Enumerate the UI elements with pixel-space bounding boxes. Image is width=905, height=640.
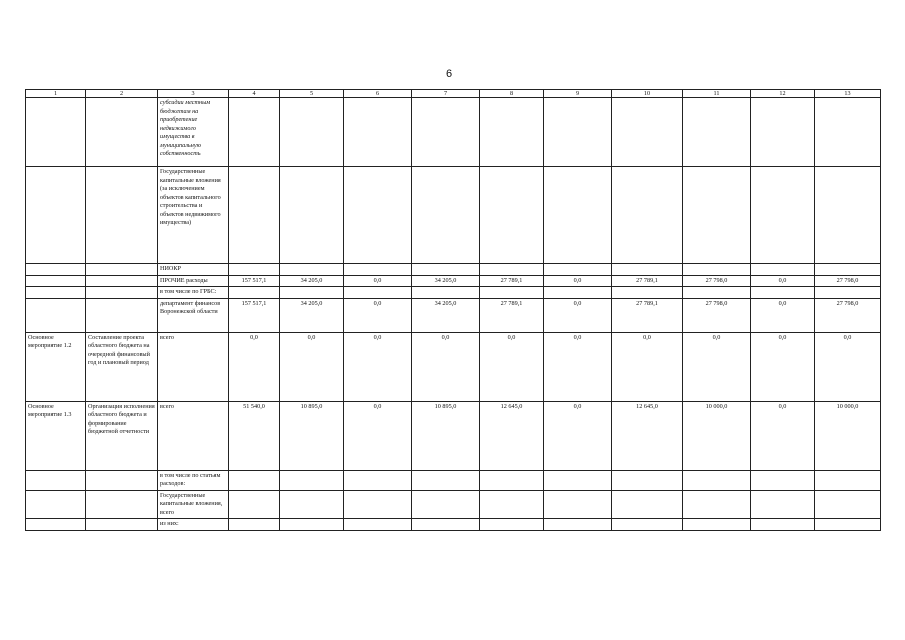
value-cell xyxy=(751,287,815,299)
value-cell: 0,0 xyxy=(544,275,612,287)
value-cell: 0,0 xyxy=(544,298,612,332)
value-cell: 0,0 xyxy=(480,332,544,401)
value-cell xyxy=(751,167,815,264)
value-cell xyxy=(344,490,412,519)
value-cell xyxy=(683,264,751,276)
value-cell xyxy=(229,98,280,167)
value-cell xyxy=(229,519,280,531)
activity-type-cell xyxy=(26,470,86,490)
value-cell xyxy=(280,470,344,490)
value-cell: 157 517,1 xyxy=(229,275,280,287)
value-cell: 0,0 xyxy=(544,401,612,470)
activity-name-cell: Организация исполнения областного бюджета и формирование бюджетной отчетности xyxy=(86,401,158,470)
value-cell xyxy=(815,287,881,299)
value-cell: 34 205,0 xyxy=(412,275,480,287)
activity-name-cell xyxy=(86,490,158,519)
table-row xyxy=(26,167,881,264)
value-cell: 0,0 xyxy=(280,332,344,401)
value-cell xyxy=(815,490,881,519)
table-row xyxy=(26,470,881,490)
value-cell xyxy=(815,167,881,264)
value-cell xyxy=(344,519,412,531)
funding-source-cell: в том числе по статьям расходов: xyxy=(158,470,229,490)
value-cell xyxy=(683,98,751,167)
value-cell xyxy=(815,264,881,276)
activity-type-cell: Основное мероприятие 1.2 xyxy=(26,332,86,401)
value-cell xyxy=(344,98,412,167)
value-cell: 10 895,0 xyxy=(412,401,480,470)
value-cell: 27 798,0 xyxy=(683,298,751,332)
funding-source-cell: субсидии местным бюджетам на приобретение недвижимого имущества в муниципальную собственность xyxy=(158,98,229,167)
funding-source-cell: всего xyxy=(158,332,229,401)
value-cell xyxy=(544,490,612,519)
value-cell xyxy=(544,264,612,276)
value-cell: 12 645,0 xyxy=(480,401,544,470)
value-cell xyxy=(751,470,815,490)
value-cell xyxy=(280,490,344,519)
value-cell: 157 517,1 xyxy=(229,298,280,332)
value-cell: 27 789,1 xyxy=(480,298,544,332)
value-cell: 0,0 xyxy=(344,401,412,470)
value-cell xyxy=(280,98,344,167)
value-cell xyxy=(344,167,412,264)
value-cell xyxy=(683,519,751,531)
activity-name-cell xyxy=(86,264,158,276)
value-cell xyxy=(480,519,544,531)
value-cell xyxy=(412,264,480,276)
value-cell: 10 000,0 xyxy=(815,401,881,470)
value-cell: 0,0 xyxy=(683,332,751,401)
value-cell xyxy=(480,167,544,264)
column-header: 11 xyxy=(683,90,751,98)
activity-type-cell xyxy=(26,298,86,332)
value-cell xyxy=(412,490,480,519)
activity-type-cell xyxy=(26,167,86,264)
column-header: 4 xyxy=(229,90,280,98)
value-cell: 12 645,0 xyxy=(612,401,683,470)
funding-source-cell: Государственные капитальные вложения, всего xyxy=(158,490,229,519)
value-cell: 0,0 xyxy=(751,275,815,287)
activity-type-cell xyxy=(26,519,86,531)
value-cell xyxy=(280,287,344,299)
value-cell xyxy=(480,264,544,276)
column-header: 5 xyxy=(280,90,344,98)
value-cell xyxy=(683,167,751,264)
activity-type-cell xyxy=(26,264,86,276)
value-cell xyxy=(815,519,881,531)
activity-name-cell xyxy=(86,470,158,490)
value-cell: 27 798,0 xyxy=(683,275,751,287)
column-header: 6 xyxy=(344,90,412,98)
value-cell xyxy=(544,287,612,299)
value-cell xyxy=(280,519,344,531)
value-cell xyxy=(229,264,280,276)
table-row xyxy=(26,490,881,519)
value-cell xyxy=(612,98,683,167)
value-cell xyxy=(815,470,881,490)
activity-type-cell xyxy=(26,275,86,287)
value-cell xyxy=(751,264,815,276)
value-cell xyxy=(480,490,544,519)
value-cell xyxy=(229,167,280,264)
value-cell xyxy=(412,470,480,490)
value-cell xyxy=(612,264,683,276)
value-cell xyxy=(544,98,612,167)
activity-name-cell xyxy=(86,98,158,167)
value-cell xyxy=(612,490,683,519)
value-cell xyxy=(344,470,412,490)
page-number: 6 xyxy=(446,68,453,80)
value-cell xyxy=(412,519,480,531)
value-cell xyxy=(412,98,480,167)
activity-name-cell xyxy=(86,298,158,332)
value-cell: 0,0 xyxy=(751,332,815,401)
header-row xyxy=(26,90,881,98)
value-cell xyxy=(815,98,881,167)
table-row xyxy=(26,401,881,470)
value-cell xyxy=(229,490,280,519)
value-cell xyxy=(229,470,280,490)
value-cell xyxy=(344,287,412,299)
funding-source-cell: Государственные капитальные вложения (за исключением объектов капитального строительства и объектов недвижимого имущества) xyxy=(158,167,229,264)
value-cell: 0,0 xyxy=(751,401,815,470)
column-header: 2 xyxy=(86,90,158,98)
value-cell: 0,0 xyxy=(544,332,612,401)
value-cell: 0,0 xyxy=(751,298,815,332)
activity-name-cell xyxy=(86,275,158,287)
value-cell: 27 798,0 xyxy=(815,275,881,287)
value-cell xyxy=(612,470,683,490)
value-cell: 10 000,0 xyxy=(683,401,751,470)
funding-source-cell: из них: xyxy=(158,519,229,531)
value-cell: 27 789,1 xyxy=(612,275,683,287)
value-cell xyxy=(544,519,612,531)
value-cell: 34 205,0 xyxy=(280,298,344,332)
value-cell xyxy=(751,519,815,531)
value-cell: 0,0 xyxy=(229,332,280,401)
value-cell: 27 789,1 xyxy=(612,298,683,332)
activity-name-cell: Составление проекта областного бюджета на очередной финансовый год и плановый период xyxy=(86,332,158,401)
value-cell: 51 540,0 xyxy=(229,401,280,470)
value-cell xyxy=(280,264,344,276)
activity-type-cell xyxy=(26,490,86,519)
value-cell xyxy=(751,490,815,519)
value-cell xyxy=(344,264,412,276)
activity-name-cell xyxy=(86,519,158,531)
value-cell: 27 789,1 xyxy=(480,275,544,287)
value-cell xyxy=(412,287,480,299)
value-cell: 10 895,0 xyxy=(280,401,344,470)
value-cell xyxy=(683,490,751,519)
value-cell xyxy=(229,287,280,299)
value-cell xyxy=(544,470,612,490)
table-row xyxy=(26,298,881,332)
activity-name-cell xyxy=(86,287,158,299)
value-cell xyxy=(751,98,815,167)
column-header: 1 xyxy=(26,90,86,98)
value-cell: 27 798,0 xyxy=(815,298,881,332)
funding-source-cell: ПРОЧИЕ расходы xyxy=(158,275,229,287)
column-header: 13 xyxy=(815,90,881,98)
value-cell xyxy=(612,167,683,264)
activity-type-cell xyxy=(26,287,86,299)
column-header: 8 xyxy=(480,90,544,98)
column-header: 9 xyxy=(544,90,612,98)
column-header: 7 xyxy=(412,90,480,98)
value-cell: 0,0 xyxy=(612,332,683,401)
table-row xyxy=(26,332,881,401)
activity-type-cell xyxy=(26,98,86,167)
table-row xyxy=(26,275,881,287)
value-cell xyxy=(544,167,612,264)
table-row xyxy=(26,98,881,167)
value-cell xyxy=(480,470,544,490)
value-cell: 0,0 xyxy=(815,332,881,401)
value-cell xyxy=(280,167,344,264)
value-cell xyxy=(480,287,544,299)
value-cell: 0,0 xyxy=(344,275,412,287)
activity-type-cell: Основное мероприятие 1.3 xyxy=(26,401,86,470)
funding-source-cell: НИОКР xyxy=(158,264,229,276)
funding-source-cell: всего xyxy=(158,401,229,470)
value-cell xyxy=(683,470,751,490)
value-cell: 34 205,0 xyxy=(280,275,344,287)
value-cell xyxy=(612,287,683,299)
funding-source-cell: в том числе по ГРБС: xyxy=(158,287,229,299)
table-row xyxy=(26,264,881,276)
value-cell xyxy=(412,167,480,264)
activity-name-cell xyxy=(86,167,158,264)
budget-table xyxy=(25,89,881,531)
value-cell xyxy=(480,98,544,167)
column-header: 12 xyxy=(751,90,815,98)
value-cell: 34 205,0 xyxy=(412,298,480,332)
table-row xyxy=(26,287,881,299)
value-cell: 0,0 xyxy=(344,298,412,332)
value-cell xyxy=(612,519,683,531)
column-header: 3 xyxy=(158,90,229,98)
value-cell xyxy=(683,287,751,299)
table-row xyxy=(26,519,881,531)
funding-source-cell: департамент финансов Воронежской области xyxy=(158,298,229,332)
column-header: 10 xyxy=(612,90,683,98)
value-cell: 0,0 xyxy=(344,332,412,401)
value-cell: 0,0 xyxy=(412,332,480,401)
